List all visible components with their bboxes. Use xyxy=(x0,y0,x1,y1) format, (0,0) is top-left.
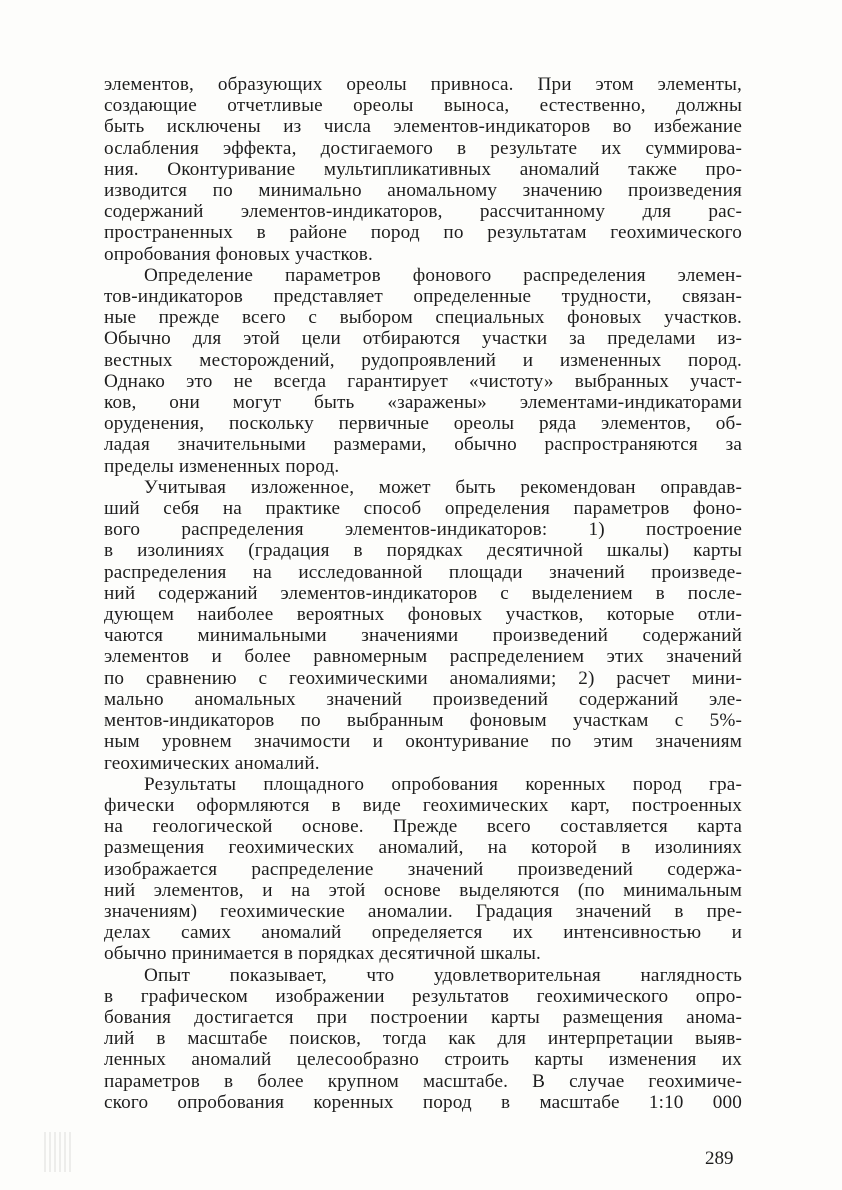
text-line: ные прежде всего с выбором специальных фоновых участков. xyxy=(104,307,742,329)
text-line: изводится по минимально аномальному значению произведения xyxy=(104,180,742,202)
text-line: ладая значительными размерами, обычно распространяются за xyxy=(104,434,742,456)
margin-smudge xyxy=(44,1132,72,1172)
text-line: делах самих аномалий определяется их интенсивностью и xyxy=(104,922,742,944)
text-line: размещения геохимических аномалий, на которой в изолиниях xyxy=(104,837,742,859)
text-line: ослабления эффекта, достигаемого в результате их суммирова- xyxy=(104,137,742,159)
text-line: Учитывая изложенное, может быть рекомендован оправдав- xyxy=(144,476,742,498)
text-line: элементов и более равномерным распределением этих значений xyxy=(104,646,742,668)
paragraph-2 xyxy=(104,265,742,477)
text-line: пространенных в районе пород по результатам геохимического xyxy=(104,222,742,244)
paragraph-4 xyxy=(104,774,742,965)
text-line: фически оформляются в виде геохимических карт, построенных xyxy=(104,794,742,816)
text-line: ского опробования коренных пород в масштабе 1:10 000 xyxy=(104,1091,742,1113)
text-line: оруденения, поскольку первичные ореолы ряда элементов, об- xyxy=(104,413,742,435)
text-line: в графическом изображении результатов геохимического опро- xyxy=(104,985,742,1007)
page-number: 289 xyxy=(705,1148,734,1169)
paragraph-5 xyxy=(104,965,742,1113)
text-line: содержаний элементов-индикаторов, рассчитанному для рас- xyxy=(104,201,742,223)
text-line: быть исключены из числа элементов-индикаторов во избежание xyxy=(104,116,742,138)
text-line: Определение параметров фонового распределения элемен- xyxy=(144,264,742,286)
text-line: создающие отчетливые ореолы выноса, естественно, должны xyxy=(104,95,742,117)
text-line: чаются минимальными значениями произведений содержаний xyxy=(104,625,742,647)
text-line: ний элементов, и на этой основе выделяются (по минимальным xyxy=(104,879,742,901)
text-line: ленных аномалий целесообразно строить карты изменения их xyxy=(104,1049,742,1071)
text-line: распределения на исследованной площади значений произведе- xyxy=(104,561,742,583)
text-line: значениям) геохимические аномалии. Градация значений в пре- xyxy=(104,900,742,922)
text-line: геохимических аномалий. xyxy=(104,752,320,774)
paragraph-1 xyxy=(104,74,742,265)
text-line: на геологической основе. Прежде всего составляется карта xyxy=(104,816,742,838)
text-line: ментов-индикаторов по выбранным фоновым участкам с 5%- xyxy=(104,710,742,732)
text-line: Результаты площадного опробования коренных пород гра- xyxy=(144,773,742,795)
text-line: ния. Оконтуривание мультипликативных аномалий также про- xyxy=(104,158,742,180)
text-line: ным уровнем значимости и оконтуривание по этим значениям xyxy=(104,731,742,753)
text-line: по сравнению с геохимическими аномалиями; 2) расчет мини- xyxy=(104,667,742,689)
text-line: пределы измененных пород. xyxy=(104,455,340,477)
text-line: изображается распределение значений произведений содержа- xyxy=(104,858,742,880)
text-line: опробования фоновых участков. xyxy=(104,243,373,265)
paragraph-3 xyxy=(104,477,742,774)
text-line: обычно принимается в порядках десятичной шкалы. xyxy=(104,943,541,965)
body-text xyxy=(104,74,742,1113)
text-line: тов-индикаторов представляет определенные трудности, связан- xyxy=(104,286,742,308)
text-line: Однако это не всегда гарантирует «чистоту» выбранных участ- xyxy=(104,370,742,392)
text-line: ший себя на практике способ определения параметров фоно- xyxy=(104,498,742,520)
text-line: элементов, образующих ореолы привноса. При этом элементы, xyxy=(104,74,742,95)
text-line: Обычно для этой цели отбираются участки за пределами из- xyxy=(104,328,742,350)
text-line: бования достигается при построении карты размещения анома- xyxy=(104,1006,742,1028)
text-line: лий в масштабе поисков, тогда как для интерпретации выяв- xyxy=(104,1028,742,1050)
text-line: ков, они могут быть «заражены» элементами-индикаторами xyxy=(104,392,742,414)
text-line: Опыт показывает, что удовлетворительная наглядность xyxy=(144,964,742,986)
text-line: дующем наиболее вероятных фоновых участков, которые отли- xyxy=(104,604,742,626)
text-line: параметров в более крупном масштабе. В случае геохимиче- xyxy=(104,1070,742,1092)
text-line: ний содержаний элементов-индикаторов с выделением в после- xyxy=(104,582,742,604)
text-line: вестных месторождений, рудопроявлений и измененных пород. xyxy=(104,349,742,371)
text-line: вого распределения элементов-индикаторов: 1) построение xyxy=(104,519,742,541)
text-line: мально аномальных значений произведений содержаний эле- xyxy=(104,688,742,710)
text-line: в изолиниях (градация в порядках десятичной шкалы) карты xyxy=(104,540,742,562)
